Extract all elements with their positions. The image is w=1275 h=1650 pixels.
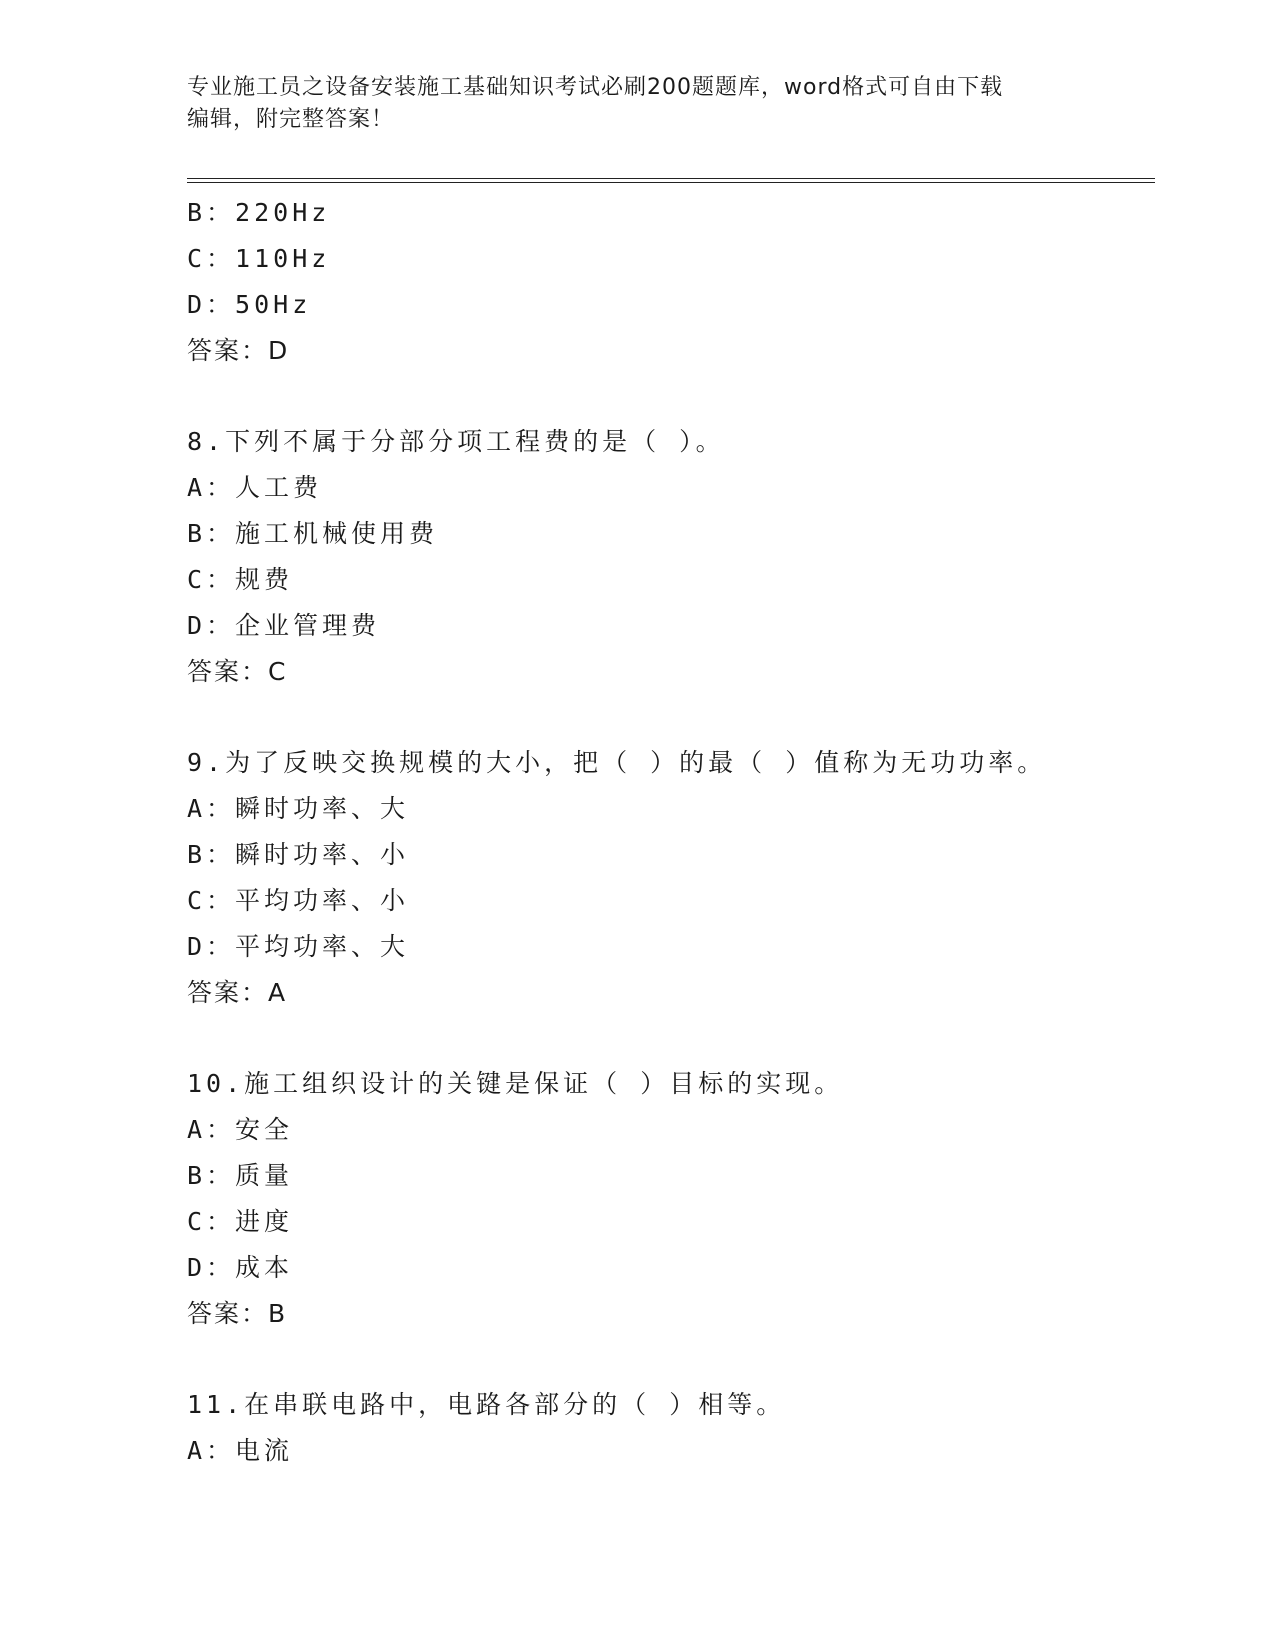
header-title-line-2: 编辑，附完整答案！ bbox=[187, 107, 395, 132]
option-c: C：进度 bbox=[187, 1207, 294, 1236]
spacer bbox=[187, 1337, 1155, 1382]
question-block-9 bbox=[187, 740, 1155, 1016]
answer: 答案：C bbox=[187, 657, 288, 686]
option-d: D：平均功率、大 bbox=[187, 932, 410, 961]
question-block-7 bbox=[187, 190, 1155, 374]
option-d: D：成本 bbox=[187, 1253, 294, 1282]
question-text: 11.在串联电路中，电路各部分的（ ）相等。 bbox=[187, 1390, 786, 1419]
question-text: 10.施工组织设计的关键是保证（ ）目标的实现。 bbox=[187, 1069, 844, 1098]
question-text: 9.为了反映交换规模的大小，把（ ）的最（ ）值称为无功功率。 bbox=[187, 748, 1047, 777]
header-divider bbox=[187, 178, 1155, 183]
spacer bbox=[187, 695, 1155, 740]
option-a: A：瞬时功率、大 bbox=[187, 794, 410, 823]
answer: 答案：D bbox=[187, 336, 290, 365]
question-block-11 bbox=[187, 1382, 1155, 1474]
option-b: B：220Hz bbox=[187, 198, 331, 227]
option-c: C：110Hz bbox=[187, 244, 331, 273]
option-d: D：50Hz bbox=[187, 290, 312, 319]
option-c: C：平均功率、小 bbox=[187, 886, 410, 915]
question-block-8 bbox=[187, 419, 1155, 695]
option-d: D：企业管理费 bbox=[187, 611, 381, 640]
question-text: 8.下列不属于分部分项工程费的是（ ）。 bbox=[187, 427, 725, 456]
option-b: B：施工机械使用费 bbox=[187, 519, 439, 548]
option-a: A：人工费 bbox=[187, 473, 323, 502]
question-list bbox=[187, 190, 1155, 1474]
header-title-line-1: 专业施工员之设备安装施工基础知识考试必刷200题题库，word格式可自由下载 bbox=[187, 75, 1004, 100]
answer: 答案：A bbox=[187, 978, 288, 1007]
answer: 答案：B bbox=[187, 1299, 288, 1328]
option-a: A：电流 bbox=[187, 1436, 294, 1465]
option-c: C：规费 bbox=[187, 565, 294, 594]
option-b: B：质量 bbox=[187, 1161, 294, 1190]
spacer bbox=[187, 374, 1155, 419]
spacer bbox=[187, 1016, 1155, 1061]
document-header bbox=[187, 72, 1087, 136]
question-block-10 bbox=[187, 1061, 1155, 1337]
option-b: B：瞬时功率、小 bbox=[187, 840, 410, 869]
option-a: A：安全 bbox=[187, 1115, 294, 1144]
